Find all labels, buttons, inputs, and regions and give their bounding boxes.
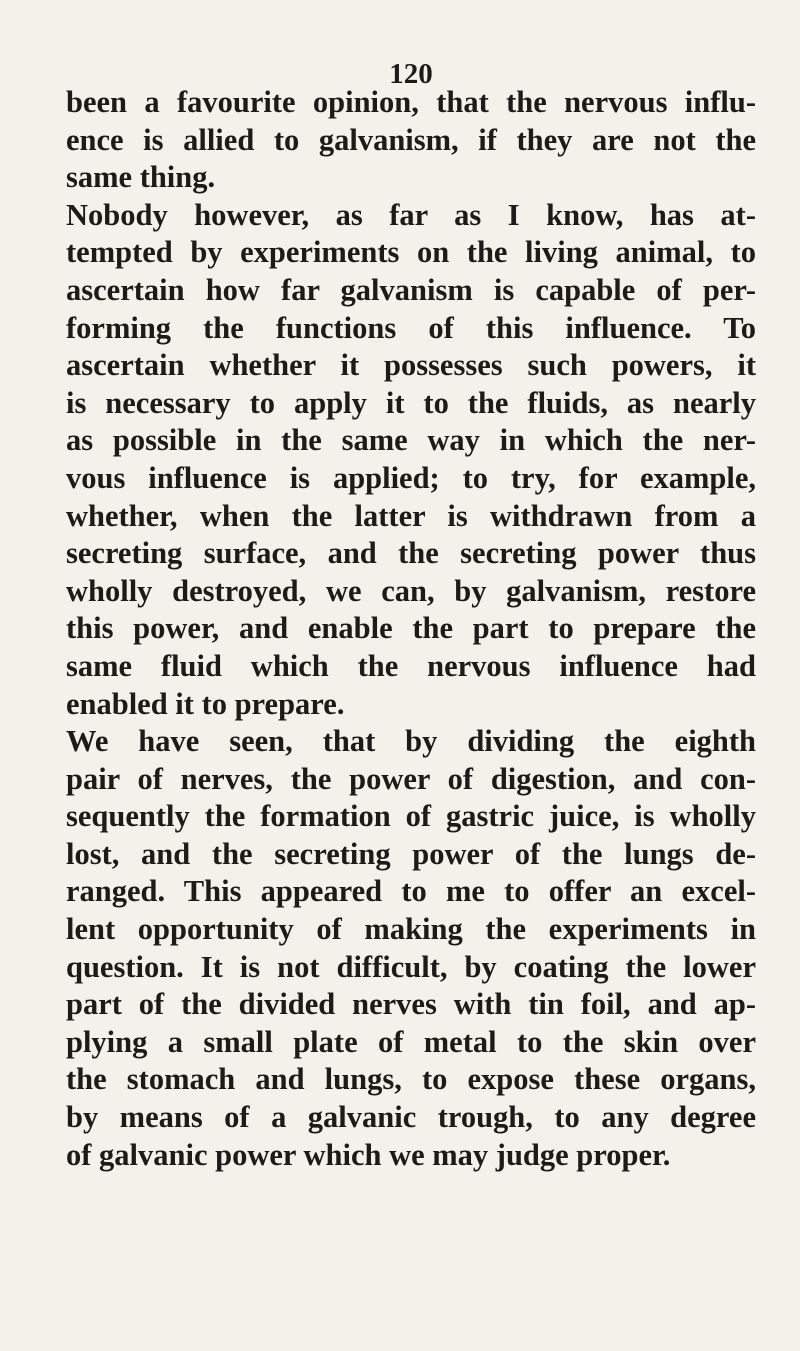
text-line: been a favourite opinion, that the nervous influ- [66, 85, 756, 119]
text-line: plying a small plate of metal to the skin over [66, 1024, 756, 1059]
text-line: lost, and the secreting power of the lungs de- [66, 836, 756, 871]
text-line: whether, when the latter is withdrawn from a [66, 498, 756, 533]
text-line: forming the functions of this influence. To [66, 310, 756, 345]
text-line: same fluid which the nervous influence had [66, 648, 756, 683]
text-line: ence is allied to galvanism, if they are not the [66, 122, 756, 157]
text-line: same thing. [66, 160, 216, 195]
text-line: sequently the formation of gastric juice, is wholly [66, 799, 756, 834]
text-line: enabled it to prepare. [66, 686, 345, 721]
text-line: vous influence is applied; to try, for example, [66, 460, 756, 495]
text-line: tempted by experiments on the living animal, to [66, 235, 756, 270]
text-line: part of the divided nerves with tin foil, and ap- [66, 987, 756, 1022]
text-line: is necessary to apply it to the fluids, as nearly [66, 385, 756, 420]
text-line: by means of a galvanic trough, to any degree [66, 1100, 756, 1135]
text-line: of galvanic power which we may judge proper. [66, 1137, 671, 1172]
text-line: ranged. This appeared to me to offer an excel- [66, 874, 756, 909]
text-line: secreting surface, and the secreting power thus [66, 536, 756, 571]
text-line: ascertain whether it possesses such powers, it [66, 348, 756, 383]
text-line: as possible in the same way in which the ner- [66, 423, 756, 458]
text-line: Nobody however, as far as I know, has at- [66, 197, 756, 232]
text-line: the stomach and lungs, to expose these organs, [66, 1062, 756, 1097]
text-line: We have seen, that by dividing the eighth [66, 724, 756, 759]
body-text [66, 84, 756, 1174]
text-line: pair of nerves, the power of digestion, and con- [66, 761, 756, 796]
text-line: ascertain how far galvanism is capable of per- [66, 272, 756, 307]
text-line: lent opportunity of making the experiments in [66, 912, 756, 947]
text-line: question. It is not difficult, by coating the lower [66, 949, 756, 984]
text-line: wholly destroyed, we can, by galvanism, restore [66, 573, 756, 608]
page-number: 120 [389, 58, 433, 90]
text-line: this power, and enable the part to prepare the [66, 611, 756, 646]
